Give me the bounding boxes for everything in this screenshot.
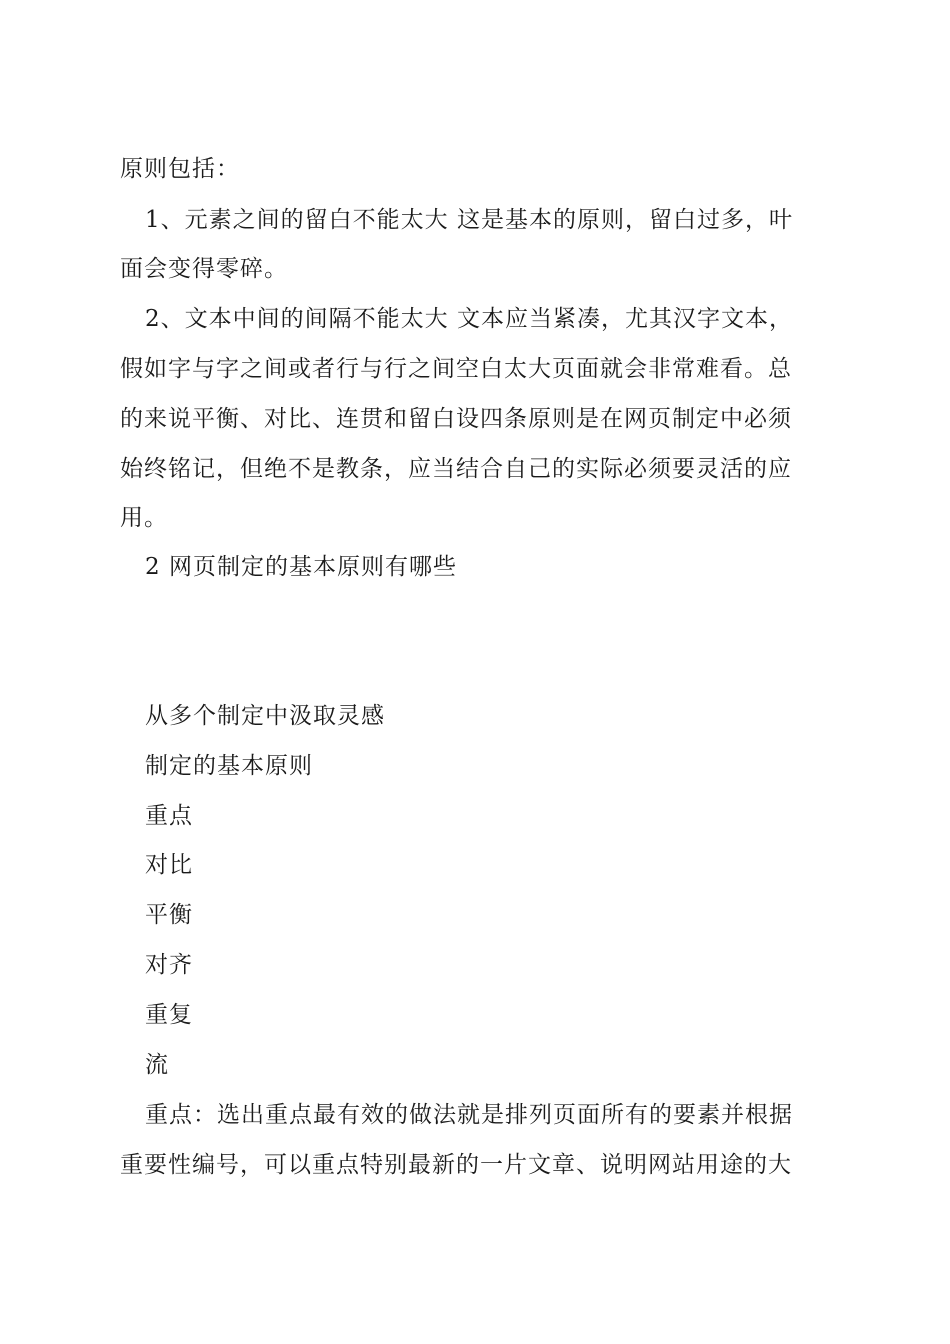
principle-2-line-4: 始终铭记，但绝不是教条，应当结合自己的实际必须要灵活的应 <box>120 456 792 482</box>
principle-1-line-1: 1、元素之间的留白不能太大 这是基本的原则，留白过多，叶 <box>145 207 793 233</box>
principle-1-line-2: 面会变得零碎。 <box>120 256 288 282</box>
principle-2-line-3: 的来说平衡、对比、连贯和留白设四条原则是在网页制定中必须 <box>120 406 792 432</box>
list-item: 对比 <box>145 852 193 878</box>
list-item: 重复 <box>145 1002 193 1028</box>
emphasis-paragraph-line-1: 重点：选出重点最有效的做法就是排列页面所有的要素并根据 <box>145 1102 793 1128</box>
section-heading: 2 网页制定的基本原则有哪些 <box>145 554 457 580</box>
emphasis-paragraph-line-2: 重要性编号，可以重点特别最新的一片文章、说明网站用途的大 <box>120 1152 792 1178</box>
list-item: 流 <box>145 1052 169 1078</box>
list-item: 对齐 <box>145 952 193 978</box>
principle-2-line-5: 用。 <box>120 505 168 531</box>
list-item: 重点 <box>145 803 193 829</box>
list-item: 从多个制定中汲取灵感 <box>145 703 385 729</box>
list-item: 制定的基本原则 <box>145 753 313 779</box>
principle-2-line-2: 假如字与字之间或者行与行之间空白太大页面就会非常难看。总 <box>120 356 792 382</box>
intro-line: 原则包括： <box>120 156 240 182</box>
list-item: 平衡 <box>145 902 193 928</box>
principle-2-line-1: 2、文本中间的间隔不能太大 文本应当紧凑，尤其汉字文本， <box>145 306 793 332</box>
